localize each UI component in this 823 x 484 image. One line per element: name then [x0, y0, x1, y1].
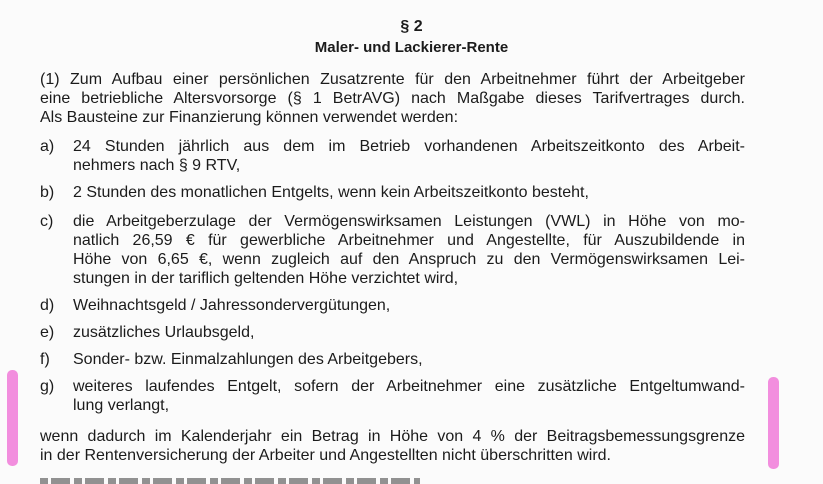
section-title: Maler- und Lackierer-Rente — [314, 39, 509, 56]
item-label-b: b) — [40, 184, 55, 201]
item-g-line-1: weiteres laufendes Entgelt, sofern der Arbeitnehmer eine zusätzliche Entgeltumwand- — [73, 378, 745, 395]
highlighter-mark-left — [7, 370, 18, 466]
intro-paragraph — [40, 70, 745, 127]
intro-line-3: Als Bausteine zur Finanzierung können verwendet werden: — [40, 109, 459, 126]
intro-line-1: (1) Zum Aufbau einer persönlichen Zusatzrente für den Arbeitnehmer führt der Arbeitgeber — [40, 71, 745, 88]
item-f-line-1: Sonder- bzw. Einmalzahlungen des Arbeitgebers, — [73, 351, 423, 368]
item-label-g: g) — [40, 378, 55, 395]
item-label-a: a) — [40, 138, 55, 155]
item-c — [73, 212, 745, 288]
closing-line-1: wenn dadurch im Kalenderjahr ein Betrag in Höhe von 4 % der Beitragsbemessungsgrenze — [40, 428, 745, 445]
item-e — [73, 323, 745, 342]
item-a-line-1: 24 Stunden jährlich aus dem im Betrieb vorhandenen Arbeitszeitkonto des Arbeit- — [73, 138, 745, 155]
item-label-d: d) — [40, 297, 55, 314]
item-b-line-1: 2 Stunden des monatlichen Entgelts, wenn kein Arbeitszeitkonto besteht, — [73, 184, 589, 201]
item-b — [73, 183, 745, 202]
item-label-f: f) — [40, 351, 50, 368]
item-f — [73, 350, 745, 369]
item-label-c: c) — [40, 213, 54, 230]
item-d-line-1: Weihnachtsgeld / Jahressondervergütungen, — [73, 297, 391, 314]
cut-off-next-paragraph — [40, 478, 420, 484]
closing-paragraph — [40, 427, 745, 465]
item-c-line-2: natlich 26,59 € für gewerbliche Arbeitnehmer und Angestellte, für Auszubildende in — [73, 232, 745, 249]
item-g-line-2: lung verlangt, — [73, 397, 170, 414]
item-d — [73, 296, 745, 315]
item-a-line-2: nehmers nach § 9 RTV, — [73, 157, 241, 174]
section-number: § 2 — [400, 18, 423, 35]
item-c-line-1: die Arbeitgeberzulage der Vermögenswirksamen Leistungen (VWL) in Höhe von mo- — [73, 213, 745, 230]
intro-line-2: eine betriebliche Altersvorsorge (§ 1 BetrAVG) nach Maßgabe dieses Tarifvertrages durch. — [40, 90, 745, 107]
item-g — [73, 377, 745, 415]
item-c-line-4: stungen in der tariflich geltenden Höhe verzichtet wird, — [73, 270, 459, 287]
item-c-line-3: Höhe von 6,65 €, wenn zugleich auf den Anspruch zu den Vermögenswirksamen Lei- — [73, 251, 745, 268]
item-e-line-1: zusätzliches Urlaubsgeld, — [73, 324, 255, 341]
highlighter-mark-right — [768, 377, 779, 469]
item-label-e: e) — [40, 324, 55, 341]
item-a — [73, 137, 745, 175]
closing-line-2: in der Rentenversicherung der Arbeiter und Angestellten nicht überschritten wird. — [40, 447, 611, 464]
